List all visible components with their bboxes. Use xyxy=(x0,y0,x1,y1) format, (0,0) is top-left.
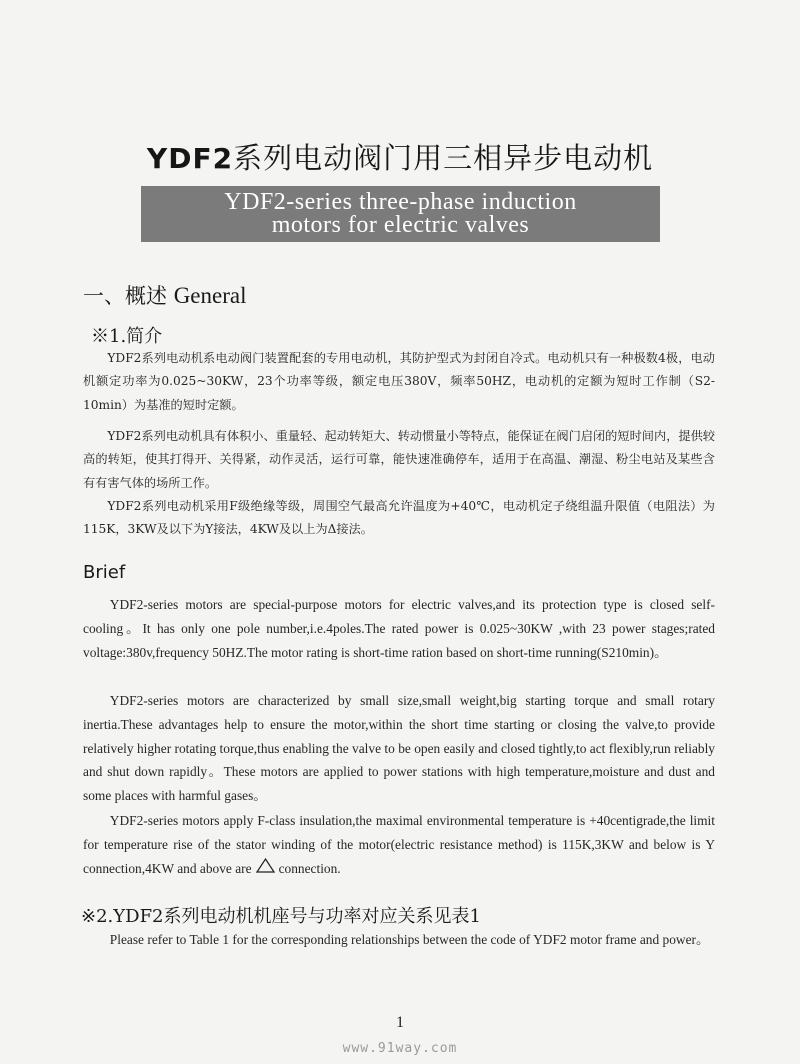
title-model: YDF2 xyxy=(146,142,234,175)
table-reference-paragraph: Please refer to Table 1 for the corresponding relationships between the code of YDF2 motor frame and power。 xyxy=(109,932,710,947)
subheading-intro: ※1.简介 xyxy=(91,326,163,347)
banner-line-1: YDF2-series three-phase induction xyxy=(224,189,577,215)
delta-triangle-icon xyxy=(256,858,275,873)
page-title xyxy=(0,136,800,177)
title-text: 系列电动阀门用三相异步电动机 xyxy=(233,141,654,175)
brief-heading: Brief xyxy=(83,562,126,583)
en-paragraph-3 xyxy=(83,809,715,880)
page-number: 1 xyxy=(396,1014,404,1031)
cn-paragraph-2: YDF2系列电动机具有体积小、重量轻、起动转矩大、转动惯量小等特点，能保证在阀门启闭的短时间内，提供较高的转矩，使其打得开、关得紧，动作灵活，运行可靠，能快速准确停车，适用于在高温、潮湿、粉尘电站及某些含有有害气体的场所工作。 xyxy=(83,429,715,490)
cn-paragraph-3: YDF2系列电动机采用F级绝缘等级，周围空气最高允许温度为+40℃，电动机定子绕组温升限值（电阻法）为115K，3KW及以下为Y接法，4KW及以上为Δ接法。 xyxy=(83,499,715,537)
section-heading-general xyxy=(83,280,246,310)
subheading-table-reference: ※2.YDF2系列电动机机座号与功率对应关系见表1 xyxy=(81,906,481,927)
english-title-banner xyxy=(141,186,660,242)
en-paragraph-3-text: YDF2-series motors apply F-class insulation,the maximal environmental temperature is +40centigrade,the limit for temperature rise of the stator winding of the motor(electric resistance method) is 115K,3KW and below is Y connection,4KW and above are xyxy=(83,813,715,876)
section-heading-en: General xyxy=(173,283,247,308)
en-paragraph-3-end: connection. xyxy=(278,860,341,876)
cn-paragraph-1: YDF2系列电动机系电动阀门装置配套的专用电动机，其防护型式为封闭自冷式。电动机只有一种极数4极，电动机额定功率为0.025~30KW，23个功率等级，额定电压380V，频率50HZ，电动机的定额为短时工作制（S2-10min）为基准的短时定额。 xyxy=(83,351,715,412)
en-paragraph-1: YDF2-series motors are special-purpose motors for electric valves,and its protection type is closed self-cooling。It has only one pole number,i.e.4poles.The rated power is 0.025~30KW ,with 23 power stages;rated voltage:380v,frequency 50HZ.The motor rating is short-time ration based on short-time running(S210min)。 xyxy=(83,597,715,660)
section-heading-cn: 一、概述 xyxy=(83,284,174,308)
en-paragraph-2: YDF2-series motors are characterized by small size,small weight,big starting torque and small rotary inertia.These advantages help to ensure the motor,within the short time starting or closing the valve,to provide relatively higher rotating torque,thus enabling the valve to be open easily and closed tightly,to act flexibly,run reliably and shut down rapidly。These motors are applied to power stations with high temperature,moisture and dust and some places with harmful gases。 xyxy=(83,693,715,804)
banner-line-2: motors for electric valves xyxy=(271,212,530,238)
watermark: www.91way.com xyxy=(342,1041,458,1056)
